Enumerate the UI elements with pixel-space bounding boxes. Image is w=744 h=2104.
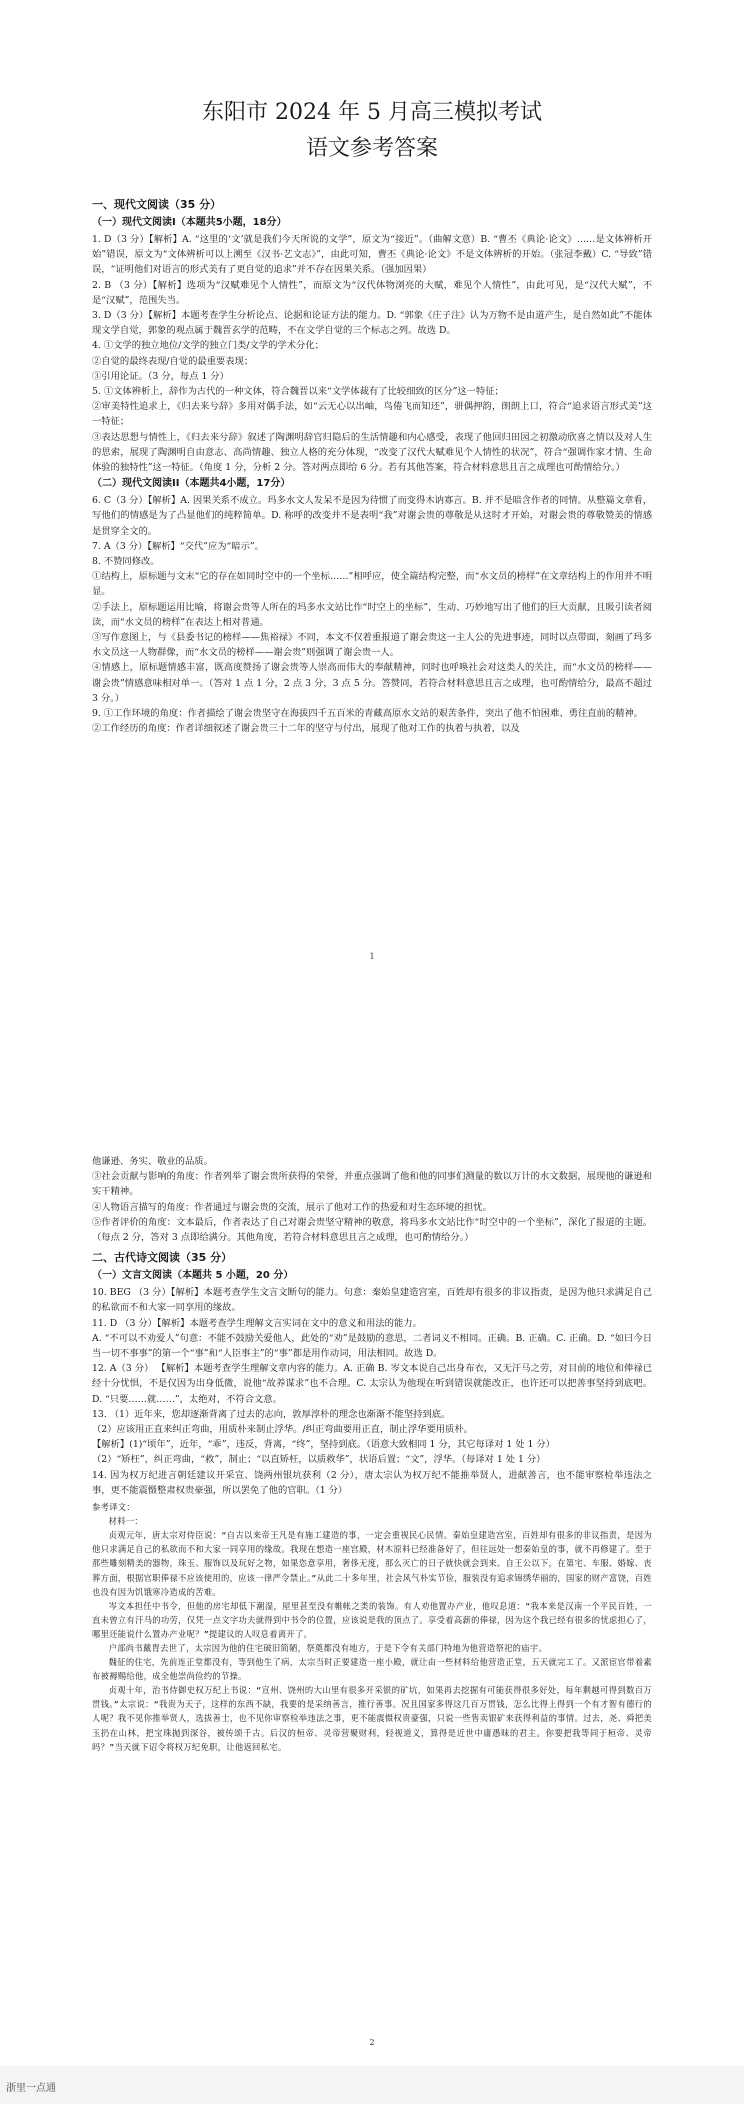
- answer-paragraph: A. “不可以不劝爱人”句意：不能不鼓励关爱他人，此处的“劝”是鼓励的意思，二者词义不相同。正确。B. 正确。C. 正确。D. “如曰今日当一切不事事”的第一个“事”和“人臣事主”的“事”都是用作动词，用法相同。故选 D。: [92, 1332, 652, 1360]
- answer-paragraph: 8. 不赞同修改。: [92, 556, 160, 568]
- translation-paragraph: 户部尚书戴胄去世了，太宗因为他的住宅破旧简陋，祭奠都没有地方，于是下令有关部门特地为他营造祭祀的庙宇。: [108, 1643, 548, 1653]
- answer-paragraph: （2）“矫枉”，纠正弯曲，“救”，制止；“以直矫枉，以质救华”，状语后置；“文”，浮华。（每译对 1 处 1 分）: [92, 1454, 546, 1466]
- translation-paragraph: 贞观元年，唐太宗对侍臣说：“自古以来帝王凡是有施工建造的事，一定会重视民心民情。秦始皇建造宫室，百姓却有很多的非议指责，是因为他只求满足自己的私欲而不和大家一同享用的缘故。我现在想造一座宫殿，材木原料已经准备好了，但往远处一想秦始皇的事，就不再修建了。至于那些雕刻精美的器物，珠玉、服饰以及玩好之物，如果恣意享用，奢侈无度，那么灭亡的日子就快就会到来。自王公以下，在第宅、车服、婚嫁、丧葬方面，根据官职俸禄不应该使用的，应该一律严令禁止。”从此二十多年里，社会风气朴实节俭，服装没有追求锦绣华丽的，国家的财产富饶，百姓也没有因为饥饿寒冷造成的苦难。: [92, 1530, 652, 1597]
- document-page-2: [0, 1154, 744, 2066]
- answer-paragraph: ⑤作者评价的角度：文本最后，作者表达了自己对谢会贵坚守精神的敬意，将玛多水文站比作“时空中的一个坐标”，深化了报道的主题。（每点 2 分，答对 3 点即给满分。其他角度，若符合材料意思且言之成理，也可酌情给分。）: [92, 1216, 652, 1244]
- answer-paragraph: 13. （1）近年来，您却逐渐背离了过去的志向，敦厚淳朴的理念也渐渐不能坚持到底。: [92, 1408, 451, 1420]
- answer-paragraph: ④情感上，原标题情感丰富，既高度赞扬了谢会贵等人崇高而伟大的奉献精神，同时也呼唤社会对这类人的关注，而“水文员的榜样——谢会贵”情感意味相对单一。（答对 1 点 1 分，2 点 3 分，3 点 5 分。答赞同，若符合材料意思且言之成理，也可酌情给分，最高不超过 3 分。）: [92, 662, 652, 704]
- answer-paragraph: ③写作意图上，与《县委书记的榜样——焦裕禄》不同，本文不仅着重报道了谢会贵这一主人公的先进事迹，同时以点带面，刻画了玛多水文员这一人物群像，而“水文员的榜样——谢会贵”则强调了谢会贵一人。: [92, 632, 652, 659]
- answer-paragraph: 12. A（3 分） 【解析】本题考查学生理解文章内容的能力。A. 正确 B. 岑文本说自己出身布衣，又无汗马之劳，对目前的地位和俸禄已经十分忧惧，不是仅因为出身低微，说他“故养谋求”也不合理。C. 太宗认为他现在听到错误就能改正，也许还可以把善事坚持到底吧。D. “只要……就……”，太绝对，不符合文意。: [92, 1363, 652, 1405]
- answer-paragraph: 3. D（3 分）【解析】本题考查学生分析论点、论据和论证方法的能力。D. “郭象《庄子注》认为万物不是由道产生，是自然如此”不能体现文学自觉，郭象的观点属于魏晋玄学的范畴，不在文学自觉的三个标志之列。故选 D。: [92, 310, 652, 337]
- answer-paragraph: 6. C（3 分）【解析】A. 因果关系不成立。玛多水文人发呆不是因为待惯了而变得木讷寡言。B. 并不是暗含作者的同情。从整篇文章看，写他们的情感是为了凸显他们的纯粹简单。D. 称呼的改变并不是表明“我”对谢会贵的尊敬是从这时才开始，对谢会贵的尊敬赞美的情感是贯穿全文的。: [92, 495, 652, 537]
- answer-paragraph: （2）应该用正直来纠正弯曲，用质朴来制止浮华。/纠正弯曲要用正直，制止浮华要用质朴。: [92, 1424, 473, 1436]
- answer-paragraph: 5. ①文体辨析上，辞作为古代的一种文体，符合魏晋以来“文学体裁有了比较细致的区分”这一特征；: [92, 386, 504, 398]
- answer-paragraph: 【解析】(1)“顷年”，近年，“乖”，违反，背离，“终”，坚持到底。（语意大致相同 1 分，其它每译对 1 处 1 分）: [92, 1439, 555, 1451]
- answer-paragraph: 他谦逊、务实、敬业的品质。: [92, 1156, 213, 1167]
- subsection-heading: （二）现代文阅读II（本题共4小题，17分）: [92, 478, 291, 490]
- answer-paragraph: 10. BEG （3 分）【解析】本题考查学生文言文断句的能力。句意：秦始皇建造宫室，百姓却有很多的非议指责，是因为他只求满足自己的私欲而不和大家一同享用的缘故。: [92, 1287, 652, 1314]
- translation-label: 参考译文：: [92, 1502, 135, 1513]
- answer-paragraph: 9. ①工作环境的角度：作者描绘了谢会贵坚守在海拔四千五百米的青藏高原水文站的艰苦条件，突出了他不怕困难、勇往直前的精神。: [92, 708, 644, 720]
- translation-paragraph: 魏征的住宅，先前连正堂都没有，等到他生了病，太宗当时正要建造一座小殿，就让由一些材料给他营造正堂，五天就完工了。又派宦官带着素布被褥赐给他，成全他崇尚俭约的节操。: [92, 1657, 652, 1682]
- answer-paragraph: ②自觉的最终表现/自觉的最重要表现；: [92, 355, 254, 367]
- translation-paragraph: 岑文本担任中书令，但他的房宅却低下潮湿，屋里甚至没有帷帐之类的装饰。有人劝他置办产业，他叹息道：“我本来是汉南一个平民百姓，一直未曾立有汗马的功劳，仅凭一点文字功夫就得到中书令的位置，应该说是我的顶点了。享受着高薪的俸禄，因为这个我已经有很多的忧虑担心了，哪里还能说什么置办产业呢？”提建议的人叹息着离开了。: [92, 1600, 652, 1639]
- subsection-heading: （一）现代文阅读I（本题共5小题，18分）: [92, 217, 287, 228]
- section-heading: 二、古代诗文阅读（35 分）: [92, 1251, 233, 1265]
- page-number: 2: [369, 2038, 375, 2047]
- answer-paragraph: ③引用论证。（3 分，每点 1 分）: [92, 370, 229, 382]
- answer-paragraph: ④人物语言描写的角度：作者通过与谢会贵的交流，展示了他对工作的热爱和对生态环境的担忧。: [92, 1201, 492, 1213]
- answer-paragraph: 11. D （3 分）【解析】本题考查学生理解文言实词在文中的意义和用法的能力。: [92, 1317, 422, 1329]
- document-page-1: [0, 0, 744, 1000]
- translation-paragraph: 贞观十年，治书侍御史权万纪上书说：“宣州、饶州的大山里有很多开采银的矿坑，如果再去挖掘有可能获得很多好处，每年剩越可得到数百万贯钱。”太宗说：“我贵为天子，这样的东西不缺，我要的是采纳善言，推行善事。况且国家多得这几百万贯钱，怎么比得上得到一个有才智有德行的人呢？我不见你推举贤人，选拔善士，也不见你审察检举违法之事，更不能震慑权贵豪强，只说一些售卖银矿来获得利益的事情。过去，尧、舜把美玉扔在山林，把宝珠抛到深谷，被传颂千古。后汉的桓帝、灵帝营聚财利，轻视道义，算得是近世中庸愚昧的君主。你要把我等同于桓帝、灵帝吗？”当天就下诏令将权万纪免职，让他返回私宅。: [92, 1685, 652, 1752]
- document-subtitle: 语文参考答案: [305, 136, 438, 161]
- answer-paragraph: ①结构上，原标题与文末“它的存在如同时空中的一个坐标……”相呼应，使全篇结构完整，而“水文员的榜样”在文章结构上的作用并不明显。: [92, 571, 652, 598]
- material-label: 材料一：: [108, 1516, 143, 1527]
- source-watermark: 浙里一点通: [6, 2083, 56, 2094]
- answer-paragraph: ③表达思想与情性上，《归去来兮辞》叙述了陶渊明辞官归隐后的生活情趣和内心感受，表现了他回归田园之初激动欣喜之情以及对人生的思索，展现了陶渊明自由意志、高尚情趣、独立人格的充分体现，“改变了汉代大赋难见个人情性的状况”，符合“强调作家才情、生命体验的独特性”这一特征。（角度 1 分，分析 2 分。答对两点即给 6 分。若有其他答案，符合材料意思且言之成理也可酌情给分。）: [92, 431, 652, 474]
- answer-paragraph: ③社会贡献与影响的角度：作者列举了谢会贵所获得的荣誉，并重点强调了他和他的同事们测量的数以万计的水文数据，展现他的谦逊和实干精神。: [92, 1171, 652, 1198]
- page-number: 1: [369, 952, 375, 961]
- answer-paragraph: 2. B （3 分）【解析】选项为“汉赋难见个人情性”，而原文为“汉代体物浏亮的大赋，难见个人情性”，由此可见，是“汉代大赋”，不是“汉赋”，范围失当。: [92, 279, 652, 306]
- answer-paragraph: 14. 因为权万纪进言朝廷建议开采宣、饶两州银坑获利（2 分），唐太宗认为权万纪不能推举贤人，进献善言，也不能审察检举违法之事，更不能震慑整肃权贵豪强，所以罢免了他的官职。（1 分）: [92, 1469, 652, 1496]
- page-gap: [0, 1000, 744, 1154]
- reference-translation: [92, 1500, 652, 1754]
- section-heading: 一、现代文阅读（35 分）: [92, 198, 222, 211]
- answer-paragraph: ②手法上，原标题运用比喻，将谢会贵等人所在的玛多水文站比作“时空上的坐标”，生动、巧妙地写出了他们的巨大贡献，且吸引读者阅读，而“水文员的榜样”在表达上相对普通。: [92, 601, 652, 628]
- answer-paragraph: 4. ①文学的独立地位/文学的独立门类/文学的学术分化；: [92, 340, 324, 352]
- answer-paragraph: ②审美特性追求上，《归去来兮辞》多用对偶手法，如“云无心以出岫，鸟倦飞而知还”，骈偶押韵，朗朗上口，符合“追求语言形式美”这一特征；: [92, 401, 652, 428]
- answer-paragraph: 1. D（3 分）【解析】A. “这里的‘文’就是我们今天所说的文学”，原文为“接近”。（曲解文意）B. “曹丕《典论·论文》……是文体辨析开始”错误，原文为“文体辨析可以上溯至《汉书·艺文志》”，由此可知，曹丕《典论·论文》不是文体辨析的开始。（张冠李戴）C. “导致”错误，“证明他们对语言的形式美有了更自觉的追求”并不存在因果关系。（强加因果）: [92, 234, 652, 276]
- document-title: 东阳市 2024 年 5 月高三模拟考试: [202, 100, 542, 125]
- subsection-heading: （一）文言文阅读（本题共 5 小题，20 分）: [92, 1270, 294, 1282]
- answer-paragraph: 7. A（3 分）【解析】“交代”应为“暗示”。: [92, 540, 264, 552]
- answer-paragraph: ②工作经历的角度：作者详细叙述了谢会贵三十二年的坚守与付出，展现了他对工作的执着与执着，以及: [92, 723, 520, 735]
